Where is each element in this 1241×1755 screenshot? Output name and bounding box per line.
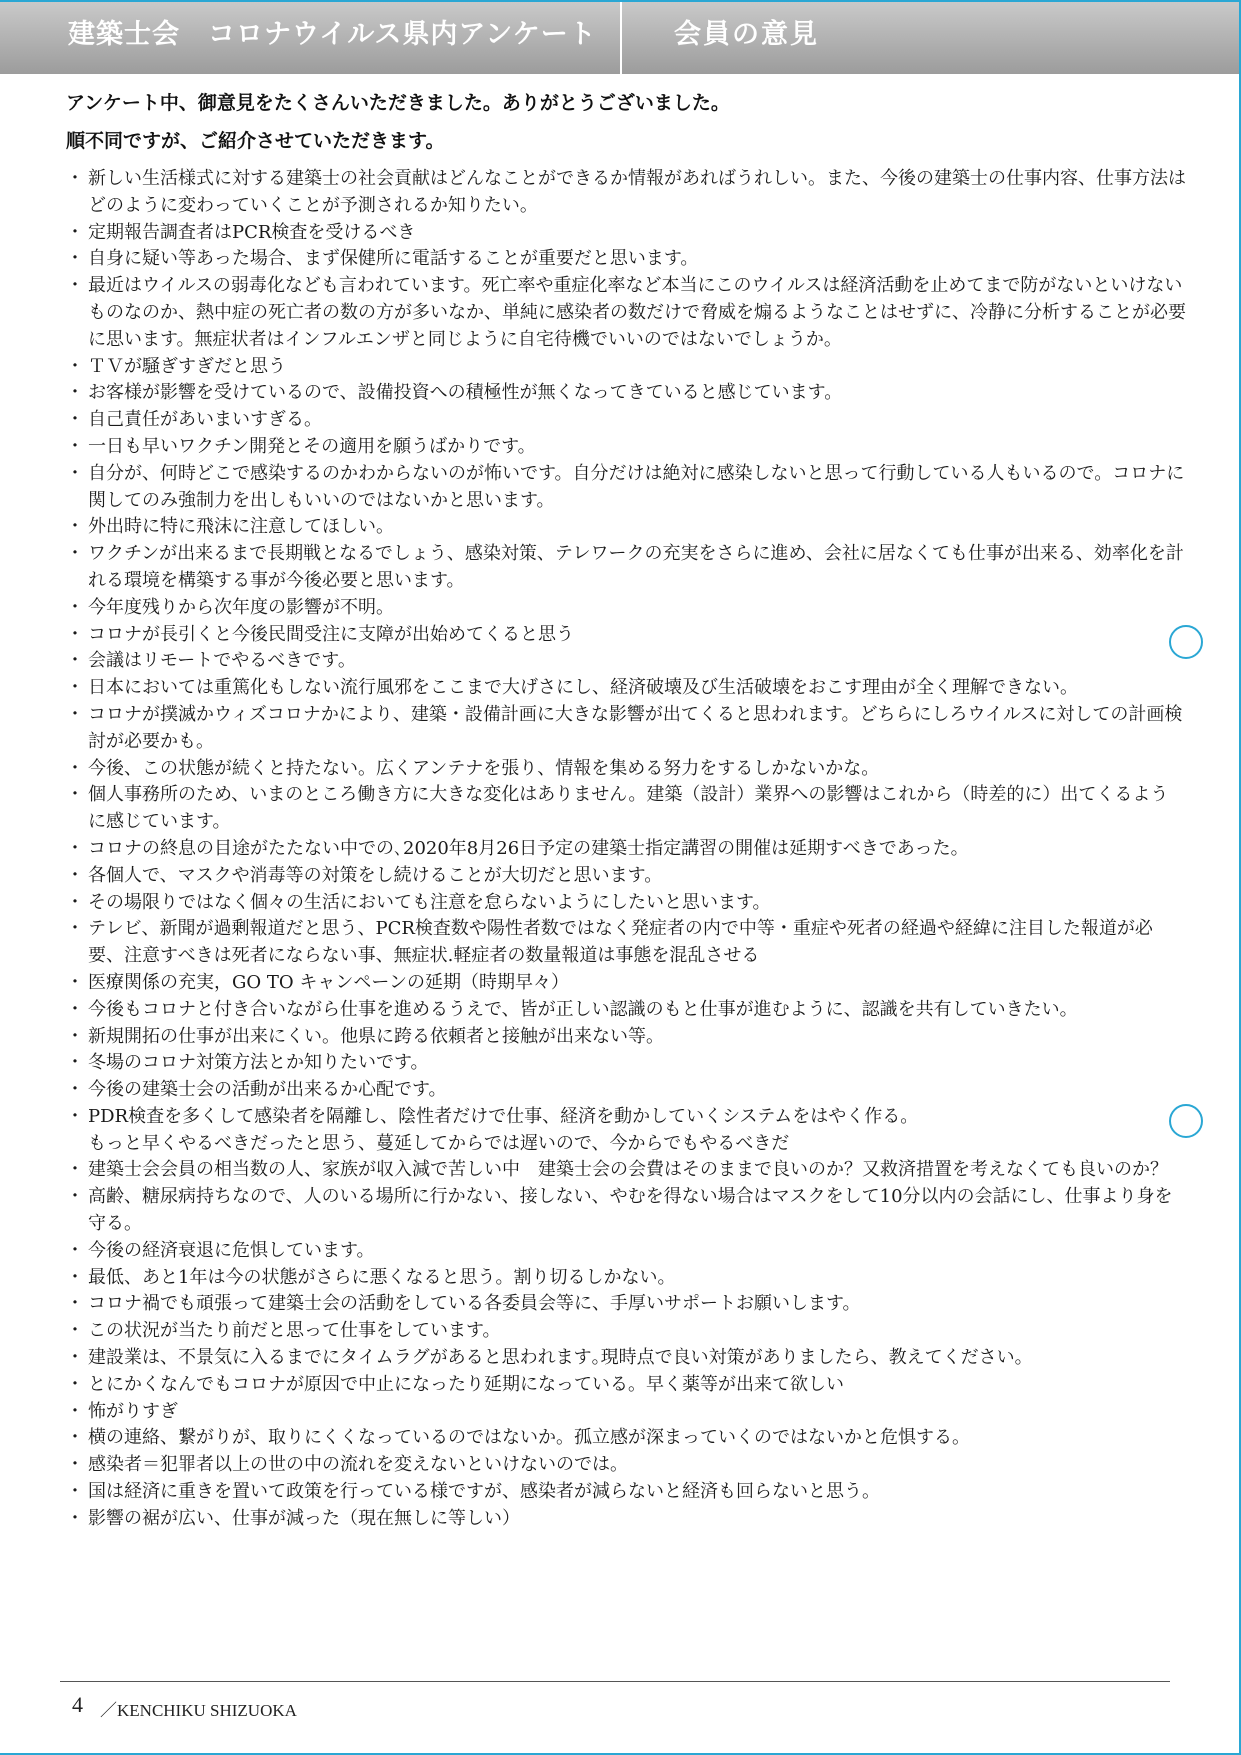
opinion-item bbox=[66, 1238, 1186, 1265]
opinion-text: 最近はウイルスの弱毒化なども言われています。死亡率や重症化率など本当にこのウイルスは経済活動を止めてまで防がないといけないものなのか、熱中症の死亡者の数の方が多いなか、単純に感染者の数だけで脅威を煽るようなことはせずに、冷静に分析することが必要に思います。無症状者はインフルエンザと同じように自宅待機でいいのではないでしょうか。 bbox=[88, 275, 1186, 350]
opinion-item bbox=[66, 916, 1186, 970]
bullet-mark: ・ bbox=[66, 435, 84, 457]
publication-name: ／KENCHIKU SHIZUOKA bbox=[100, 1701, 297, 1720]
header-section-title: 会員の意見 bbox=[674, 19, 819, 50]
bullet-mark: ・ bbox=[66, 1400, 84, 1422]
circle-mark-icon bbox=[1169, 1104, 1203, 1138]
bullet-mark: ・ bbox=[66, 1373, 84, 1395]
bullet-mark: ・ bbox=[66, 1507, 84, 1529]
opinion-item bbox=[66, 595, 1186, 622]
opinion-text: 最低、あと1年は今の状態がさらに悪くなると思う。割り切るしかない。 bbox=[88, 1266, 676, 1288]
bullet-mark: ・ bbox=[66, 1347, 84, 1369]
opinion-text: PDR検査を多くして感染者を隔離し、陰性者だけで仕事、経済を動かしていくシステムをはやく作る。 bbox=[88, 1105, 919, 1127]
opinion-item bbox=[66, 354, 1186, 381]
opinion-text: 外出時に特に飛沫に注意してほしい。 bbox=[88, 516, 394, 538]
header-band bbox=[0, 0, 1239, 74]
opinion-text: テレビ、新聞が過剰報道だと思う、PCR検査数や陽性者数ではなく発症者の内で中等・重症や死者の経過や経緯に注目した報道が必要、注意すべきは死者にならない事、無症状.軽症者の数量報道は事態を混乱させる bbox=[88, 918, 1153, 967]
opinion-text: 定期報告調査者はPCR検査を受けるべき bbox=[88, 221, 416, 243]
opinion-item bbox=[66, 675, 1186, 702]
bullet-mark: ・ bbox=[66, 1105, 84, 1127]
bullet-mark: ・ bbox=[66, 703, 84, 725]
bullet-mark: ・ bbox=[66, 784, 84, 806]
opinion-item bbox=[66, 863, 1186, 890]
opinion-text: 建設業は、不景気に入るまでにタイムラグがあると思われます｡現時点で良い対策がありましたら、教えてください。 bbox=[88, 1347, 1033, 1369]
opinion-text: その場限りではなく個々の生活においても注意を怠らないようにしたいと思います。 bbox=[88, 891, 771, 913]
opinion-text: コロナ禍でも頑張って建築士会の活動をしている各委員会等に、手厚いサポートお願いします。 bbox=[88, 1293, 861, 1315]
bullet-mark: ・ bbox=[66, 275, 84, 297]
intro-note: 順不同ですが、ご紹介させていただきます。 bbox=[66, 130, 445, 152]
opinion-text: 自己責任があいまいすぎる。 bbox=[88, 409, 322, 431]
opinion-item bbox=[66, 756, 1186, 783]
bullet-mark: ・ bbox=[66, 355, 84, 377]
bullet-mark: ・ bbox=[66, 864, 84, 886]
opinion-text: コロナが長引くと今後民間受注に支障が出始めてくると思う bbox=[88, 623, 574, 645]
opinion-item bbox=[66, 1050, 1186, 1077]
opinion-text: 一日も早いワクチン開発とその適用を願うばかりです。 bbox=[88, 435, 536, 457]
opinion-text: 今後、この状態が続くと持たない。広くアンテナを張り、情報を集める努力をするしかないかな。 bbox=[88, 757, 880, 779]
opinion-text: 横の連絡、繋がりが、取りにくくなっているのではないか。孤立感が深まっていくのではないかと危惧する。 bbox=[88, 1427, 970, 1449]
bullet-mark: ・ bbox=[66, 1239, 84, 1261]
opinion-item bbox=[66, 890, 1186, 917]
bullet-mark: ・ bbox=[66, 596, 84, 618]
header-divider bbox=[620, 2, 622, 74]
opinion-text: 今後の経済衰退に危惧しています。 bbox=[88, 1239, 375, 1261]
bullet-mark: ・ bbox=[66, 998, 84, 1020]
opinion-item bbox=[66, 1425, 1186, 1452]
opinion-text: 新規開拓の仕事が出来にくい。他県に跨る依頼者と接触が出来ない等。 bbox=[88, 1025, 664, 1047]
opinion-text: 医療関係の充実，GO TO キャンペーンの延期（時期早々） bbox=[88, 971, 569, 993]
bullet-mark: ・ bbox=[66, 1293, 84, 1315]
opinion-text: 怖がりすぎ bbox=[88, 1400, 178, 1422]
bullet-mark: ・ bbox=[66, 1320, 84, 1342]
opinion-text: ワクチンが出来るまで長期戦となるでしょう、感染対策、テレワークの充実をさらに進め、会社に居なくても仕事が出来る、効率化を計れる環境を構築する事が今後必要と思います。 bbox=[88, 543, 1184, 591]
opinion-item bbox=[66, 1506, 1186, 1533]
opinion-text: ＴＶが騒ぎすぎだと思う bbox=[88, 355, 286, 377]
bullet-mark: ・ bbox=[66, 1159, 84, 1181]
opinion-text: 冬場のコロナ対策方法とか知りたいです。 bbox=[88, 1052, 429, 1074]
opinion-text: 各個人で、マスクや消毒等の対策をし続けることが大切だと思います。 bbox=[88, 864, 663, 886]
opinion-item bbox=[66, 1291, 1186, 1318]
opinion-list bbox=[66, 166, 1186, 1533]
opinion-item bbox=[66, 273, 1186, 353]
opinion-item bbox=[66, 541, 1186, 595]
opinion-text: 建築士会会員の相当数の人、家族が収入減で苦しい中 建築士会の会費はそのままで良いのか？又救済措置を考えなくても良いのか？ bbox=[88, 1159, 1168, 1181]
bullet-mark: ・ bbox=[66, 168, 84, 189]
bullet-mark: ・ bbox=[66, 971, 84, 993]
opinion-text: 国は経済に重きを置いて政策を行っている様ですが、感染者が減らないと経済も回らないと思う。 bbox=[88, 1481, 880, 1503]
opinion-item bbox=[66, 1265, 1186, 1292]
opinion-item bbox=[66, 1318, 1186, 1345]
opinion-item bbox=[66, 1024, 1186, 1051]
opinion-item bbox=[66, 1077, 1186, 1104]
opinion-item bbox=[66, 836, 1186, 863]
opinion-text: 新しい生活様式に対する建築士の社会貢献はどんなことができるか情報があればうれしい。また、今後の建築士の仕事内容、仕事方法はどのように変わっていくことが予測されるか知りたい。 bbox=[88, 168, 1186, 216]
bullet-mark: ・ bbox=[66, 1481, 84, 1503]
bullet-mark: ・ bbox=[66, 221, 84, 243]
opinion-item bbox=[66, 1157, 1186, 1184]
bullet-mark: ・ bbox=[66, 1052, 84, 1074]
opinion-text: 会議はリモートでやるべきです。 bbox=[88, 650, 356, 672]
opinion-item bbox=[66, 1345, 1186, 1372]
opinion-item bbox=[66, 782, 1186, 836]
opinion-item bbox=[66, 1104, 1186, 1131]
bullet-mark: ・ bbox=[66, 248, 84, 270]
opinion-text: 高齢、糖尿病持ちなので、人のいる場所に行かない、接しない、やむを得ない場合はマスクをして10分以内の会話にし、仕事より身を守る。 bbox=[88, 1186, 1173, 1235]
opinion-item bbox=[66, 997, 1186, 1024]
opinion-item bbox=[66, 407, 1186, 434]
bullet-mark: ・ bbox=[66, 1186, 84, 1208]
opinion-text: 感染者＝犯罪者以上の世の中の流れを変えないといけないのでは。 bbox=[88, 1454, 628, 1476]
opinion-text: 個人事務所のため、いまのところ働き方に大きな変化はありません。建築（設計）業界への影響はこれから（時差的に）出てくるように感じています。 bbox=[88, 784, 1169, 833]
opinion-item bbox=[66, 1184, 1186, 1238]
opinion-text: 今後もコロナと付き合いながら仕事を進めるうえで、皆が正しい認識のもと仕事が進むように、認識を共有していきたい。 bbox=[88, 998, 1078, 1020]
bullet-mark: ・ bbox=[66, 409, 84, 431]
opinion-text: とにかくなんでもコロナが原因で中止になったり延期になっている。早く薬等が出来て欲しい bbox=[88, 1373, 844, 1395]
opinion-item bbox=[66, 1372, 1186, 1399]
bullet-mark: ・ bbox=[66, 382, 84, 404]
opinion-item bbox=[66, 246, 1186, 273]
bullet-mark: ・ bbox=[66, 837, 84, 859]
bullet-mark: ・ bbox=[66, 918, 84, 940]
opinion-text: 自分が、何時どこで感染するのかわからないのが怖いです。自分だけは絶対に感染しないと思って行動している人もいるので。コロナに関してのみ強制力を出しもいいのではないかと思います。 bbox=[88, 462, 1185, 511]
opinion-text: お客様が影響を受けているので、設備投資への積極性が無くなってきていると感じています。 bbox=[88, 382, 843, 404]
opinion-item bbox=[66, 434, 1186, 461]
opinion-item bbox=[66, 514, 1186, 541]
bullet-mark: ・ bbox=[66, 650, 84, 672]
opinion-item bbox=[66, 461, 1186, 515]
bullet-mark: ・ bbox=[66, 543, 84, 565]
opinion-text: 自身に疑い等あった場合、まず保健所に電話することが重要だと思います。 bbox=[88, 248, 699, 270]
footer-rule bbox=[60, 1681, 1170, 1682]
bullet-mark: ・ bbox=[66, 623, 84, 645]
opinion-text: コロナの終息の目途がたたない中での､2020年8月26日予定の建築士指定講習の開催は延期すべきであった。 bbox=[88, 837, 969, 859]
opinion-text: この状況が当たり前だと思って仕事をしています。 bbox=[88, 1320, 501, 1342]
opinion-text: 今年度残りから次年度の影響が不明。 bbox=[88, 596, 394, 618]
bullet-mark: ・ bbox=[66, 1454, 84, 1476]
bullet-mark: ・ bbox=[66, 1427, 84, 1449]
opinion-text: 今後の建築士会の活動が出来るか心配です。 bbox=[88, 1079, 447, 1101]
opinion-text: 日本においては重篤化もしない流行風邪をここまで大げさにし、経済破壊及び生活破壊をおこす理由が全く理解できない。 bbox=[88, 677, 1078, 699]
opinion-item bbox=[66, 1452, 1186, 1479]
bullet-mark: ・ bbox=[66, 1266, 84, 1288]
opinion-item bbox=[66, 1131, 1186, 1158]
opinion-text: もっと早くやるべきだったと思う、蔓延してからでは遅いので、今からでもやるべきだ bbox=[88, 1132, 790, 1154]
opinion-item bbox=[66, 622, 1186, 649]
header-title: 建築士会 コロナウイルス県内アンケート bbox=[68, 19, 597, 50]
bullet-mark: ・ bbox=[66, 891, 84, 913]
bullet-mark: ・ bbox=[66, 1025, 84, 1047]
circle-mark-icon bbox=[1169, 625, 1203, 659]
opinion-item bbox=[66, 166, 1186, 220]
opinion-item bbox=[66, 970, 1186, 997]
opinion-item bbox=[66, 702, 1186, 756]
intro-thanks: アンケート中、御意見をたくさんいただきました。ありがとうございました。 bbox=[66, 92, 730, 114]
opinion-item bbox=[66, 220, 1186, 247]
opinion-item bbox=[66, 380, 1186, 407]
opinion-item bbox=[66, 648, 1186, 675]
opinion-item bbox=[66, 1479, 1186, 1506]
opinion-text: コロナが撲滅かウィズコロナかにより、建築・設備計画に大きな影響が出てくると思われます。どちらにしろウイルスに対しての計画検討が必要かも。 bbox=[88, 703, 1183, 752]
bullet-mark: ・ bbox=[66, 516, 84, 538]
bullet-mark: ・ bbox=[66, 462, 84, 484]
page-number: 4 bbox=[72, 1692, 83, 1717]
bullet-mark: ・ bbox=[66, 677, 84, 699]
bullet-mark: ・ bbox=[66, 757, 84, 779]
bullet-mark: ・ bbox=[66, 1079, 84, 1101]
opinion-text: 影響の裾が広い、仕事が減った（現在無しに等しい） bbox=[88, 1507, 520, 1529]
opinion-item bbox=[66, 1399, 1186, 1426]
